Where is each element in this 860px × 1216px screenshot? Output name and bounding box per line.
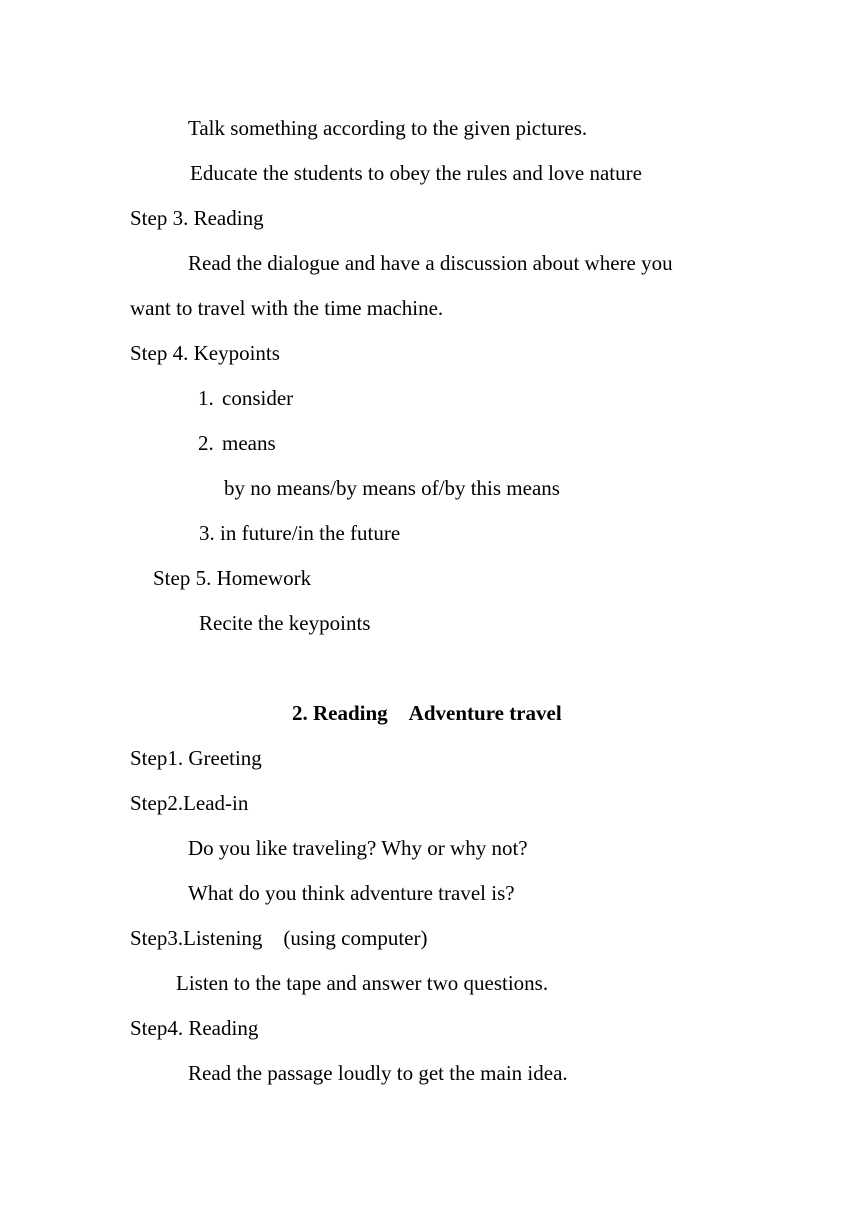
step1-heading: Step1. Greeting	[130, 746, 262, 770]
step4-reading-heading: Step4. Reading	[130, 1016, 259, 1040]
keypoint-item	[198, 430, 276, 456]
homework-text: Recite the keypoints	[199, 611, 371, 635]
keypoint-number: 1.	[198, 386, 214, 410]
step2-heading: Step2.Lead-in	[130, 791, 249, 815]
educate-line: Educate the students to obey the rules and love nature	[190, 161, 642, 185]
means-phrases: by no means/by means of/by this means	[224, 476, 560, 500]
step4-heading: Step 4. Keypoints	[130, 341, 280, 365]
lead-in-question-2: What do you think adventure travel is?	[188, 881, 515, 905]
listening-text: Listen to the tape and answer two questions.	[176, 971, 549, 995]
step3-heading: Step 3. Reading	[130, 206, 264, 230]
section-title: 2. Reading Adventure travel	[292, 701, 562, 725]
lead-in-question-1: Do you like traveling? Why or why not?	[188, 836, 528, 860]
step3-text-line-2: want to travel with the time machine.	[130, 296, 444, 320]
keypoint-number: 2.	[198, 431, 214, 455]
keypoint-text: consider	[222, 386, 294, 410]
step5-heading: Step 5. Homework	[153, 566, 312, 590]
keypoint-text: means	[222, 431, 276, 455]
step3-listening-heading: Step3.Listening (using computer)	[130, 926, 428, 950]
keypoint-3: 3. in future/in the future	[199, 521, 401, 545]
keypoint-item	[198, 385, 293, 411]
talk-line: Talk something according to the given pictures.	[188, 116, 588, 140]
step3-text-line-1: Read the dialogue and have a discussion about where you	[188, 251, 673, 275]
reading-text: Read the passage loudly to get the main idea.	[188, 1061, 568, 1085]
